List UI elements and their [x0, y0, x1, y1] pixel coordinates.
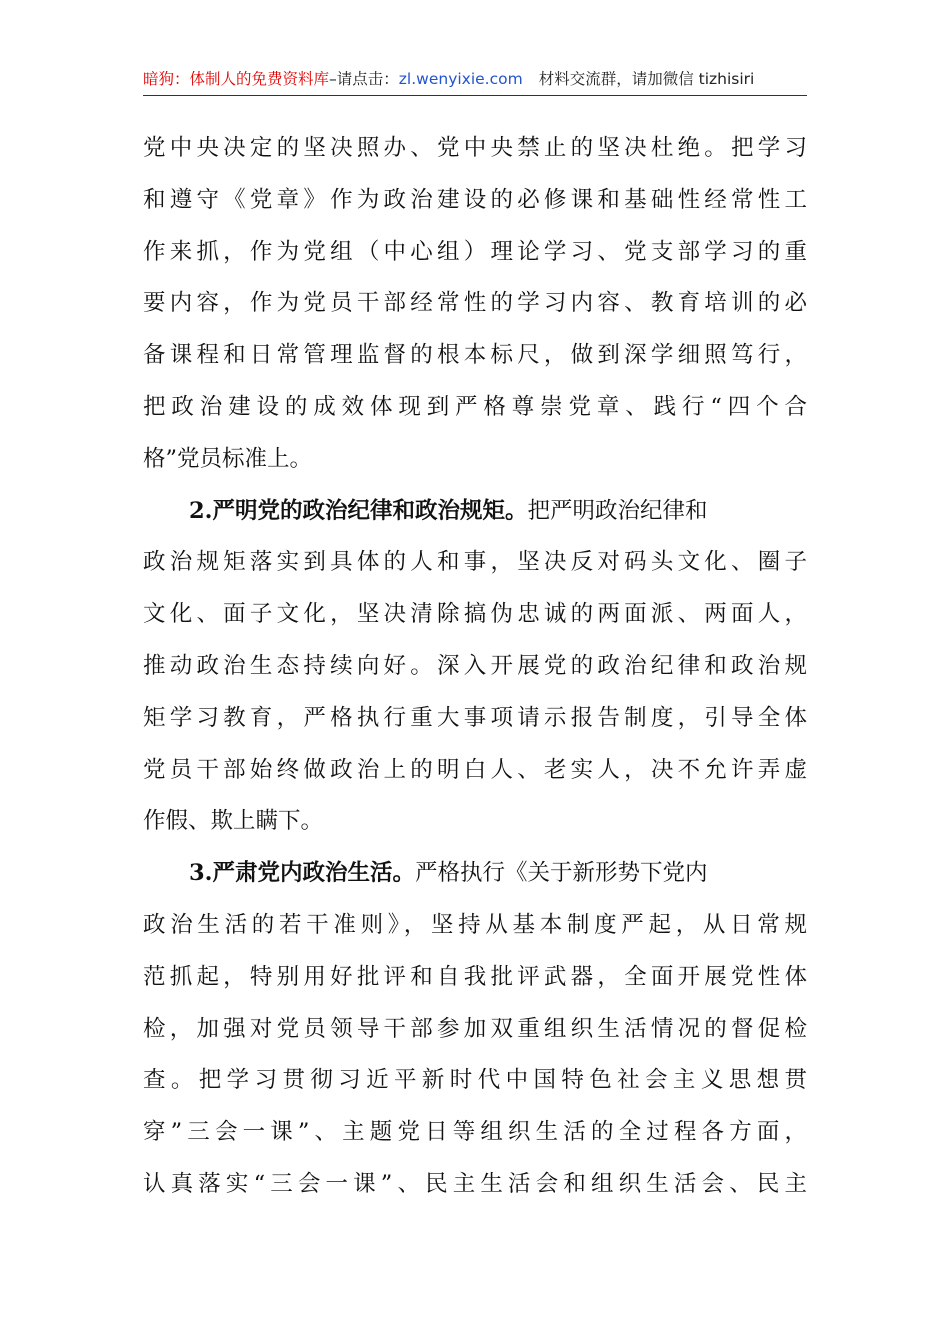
body-line: 政治生活的若干准则》，坚持从基本制度严起，从日常规: [143, 911, 807, 938]
section-heading: 2.严明党的政治纪律和政治规矩。: [189, 497, 528, 524]
document-body: [143, 123, 807, 1211]
body-line: 范抓起，特别用好批评和自我批评武器，全面开展党性体: [143, 963, 807, 990]
page-header: [143, 64, 807, 94]
body-line: 文化、面子文化，坚决清除搞伪忠诚的两面派、两面人，: [143, 601, 807, 628]
body-line: 把政治建设的成效体现到严格尊崇党章、践行“四个合: [143, 393, 807, 420]
header-brand: 暗狗：体制人的免费资料库: [143, 70, 330, 88]
body-line: 要内容，作为党员干部经常性的学习内容、教育培训的必: [143, 290, 807, 317]
body-line: 和遵守《党章》作为政治建设的必修课和基础性经常性工: [143, 186, 807, 213]
body-line: 作来抓，作为党组（中心组）理论学习、党支部学习的重: [143, 238, 807, 265]
section-first-line: [143, 486, 807, 538]
body-line: 推动政治生态持续向好。深入开展党的政治纪律和政治规: [143, 652, 807, 679]
section-first-line: [143, 848, 807, 900]
body-line: 矩学习教育，严格执行重大事项请示报告制度，引导全体: [143, 704, 807, 731]
body-line: 作假、欺上瞒下。: [143, 808, 324, 835]
body-line: 党员干部始终做政治上的明白人、老实人，决不允许弄虚: [143, 756, 807, 783]
body-line: 党中央决定的坚决照办、党中央禁止的坚决杜绝。把学习: [143, 135, 807, 161]
header-prompt: –请点击：: [329, 70, 399, 88]
body-line: 备课程和日常管理监督的根本标尺，做到深学细照笃行，: [143, 342, 807, 369]
header-wechat-note: 材料交流群，请加微信 tizhisiri: [538, 70, 755, 88]
body-line: 认真落实“三会一课”、民主生活会和组织生活会、民主: [143, 1170, 807, 1197]
body-line: 政治规矩落实到具体的人和事，坚决反对码头文化、圈子: [143, 549, 807, 576]
header-divider: [143, 95, 807, 96]
header-link[interactable]: zl.wenyixie.com: [398, 70, 523, 88]
body-line: 查。把学习贯彻习近平新时代中国特色社会主义思想贯: [143, 1067, 807, 1094]
body-text: 把严明政治纪律和: [527, 497, 708, 524]
body-text: 严格执行《关于新形势下党内: [415, 860, 708, 887]
section-heading: 3.严肃党内政治生活。: [189, 860, 415, 887]
body-line: 格”党员标准上。: [143, 445, 313, 472]
body-line: 检，加强对党员领导干部参加双重组织生活情况的督促检: [143, 1015, 807, 1042]
body-line: 穿”三会一课”、主题党日等组织生活的全过程各方面，: [143, 1119, 807, 1146]
